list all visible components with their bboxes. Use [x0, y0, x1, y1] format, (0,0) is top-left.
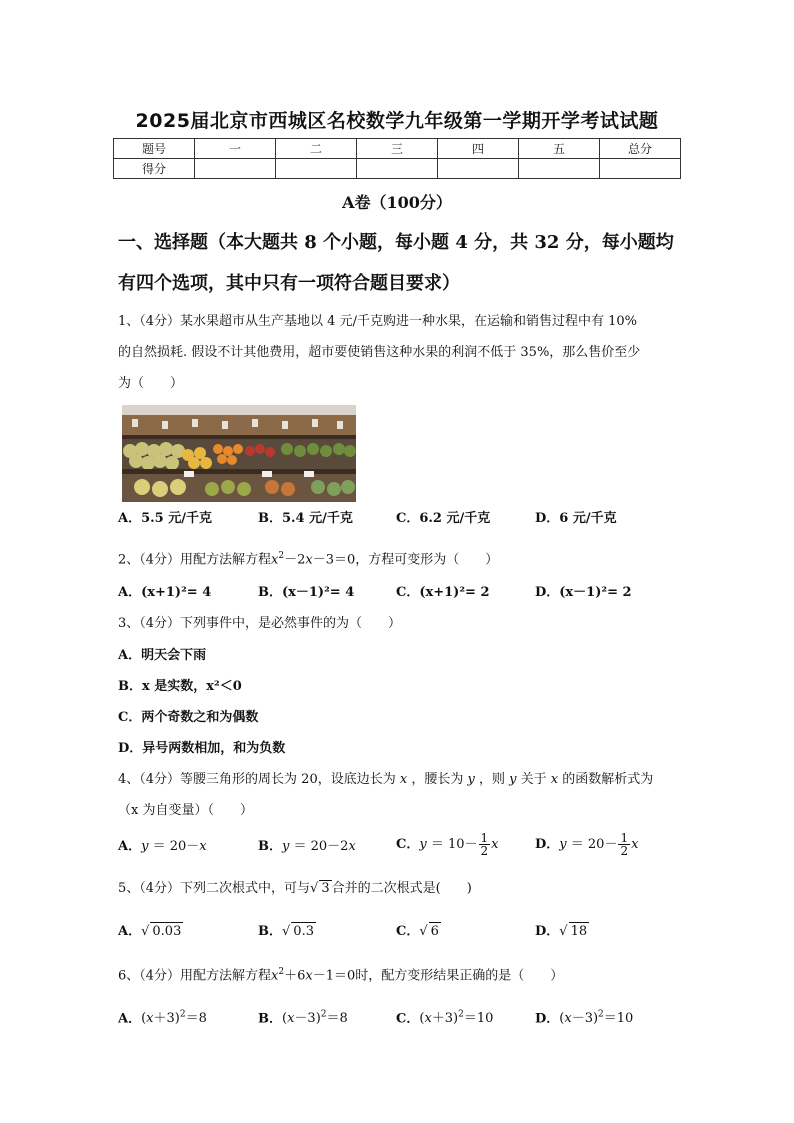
q4-option-d[interactable]: D．y ＝ 20－ $\frac{1}{2}$ x: [535, 831, 639, 858]
q2-stem-suffix: ，方程可变形为（ ）: [355, 552, 499, 568]
q2-stem-prefix: 2、（4分）用配方法解方程: [118, 552, 272, 568]
score-header-cell: 五: [519, 139, 600, 159]
score-header-cell: 总分: [600, 139, 681, 159]
q3-stem: 3、（4分）下列事件中，是必然事件的为（ ）: [118, 616, 402, 631]
q1-option-d[interactable]: D．6 元/千克: [535, 511, 617, 526]
q2-option-b[interactable]: B．(x－1)²= 4: [258, 585, 355, 600]
section1-heading-line1: 一、选择题（本大题共 8 个小题，每小题 4 分，共 32 分，每小题均: [118, 232, 674, 253]
q1-option-a[interactable]: A．5.5 元/千克: [118, 511, 212, 526]
q4-text-a: 4、（4分）等腰三角形的周长为 20，设底边长为: [118, 772, 396, 787]
q2-stem: 2、（4分）用配方法解方程$x^2-2x-3=0$，方程可变形为（ ）: [118, 551, 499, 568]
score-cell[interactable]: [438, 159, 519, 179]
score-cell[interactable]: [195, 159, 276, 179]
q5-option-b[interactable]: B．√ 0.3: [258, 924, 314, 939]
score-row-label: 得分: [114, 159, 195, 179]
q1-line1: 1、（4分）某水果超市从生产基地以 4 元/千克购进一种水果，在运输和销售过程中有 10%: [118, 314, 637, 329]
q1-line2: 的自然损耗. 假设不计其他费用，超市要使销售这种水果的利润不低于 35%，那么售价至少: [118, 345, 641, 360]
q3-option-d[interactable]: D．异号两数相加，和为负数: [118, 741, 286, 756]
q3-option-b[interactable]: B．x 是实数，x²＜0: [118, 679, 242, 694]
q6-option-c[interactable]: C．$(x+3)^2=10$: [396, 1010, 494, 1027]
q4-stem-line1: 4、（4分）等腰三角形的周长为 20，设底边长为 x ，腰长为 y ，则 y 关于 x 的函数解析式为: [118, 772, 654, 787]
score-cell[interactable]: [600, 159, 681, 179]
q2-option-a[interactable]: A．(x+1)²= 4: [118, 585, 212, 600]
q5-option-c[interactable]: C．√ 6: [396, 924, 439, 939]
q3-option-a[interactable]: A．明天会下雨: [118, 648, 207, 663]
q6-stem-prefix: 6、（4分）用配方法解方程: [118, 968, 272, 984]
fruit-shelf-image: [122, 405, 356, 502]
score-header-cell: 四: [438, 139, 519, 159]
q6-stem: 6、（4分）用配方法解方程$x^2+6x-1=0$时，配方变形结果正确的是（ ）: [118, 967, 564, 984]
q5-option-a[interactable]: A．√ 0.03: [118, 924, 182, 939]
q6-option-d[interactable]: D．$(x-3)^2=10$: [535, 1010, 634, 1027]
fruit-shelf-illustration: [122, 405, 356, 502]
score-cell[interactable]: [357, 159, 438, 179]
q4-text-d: 关于: [520, 772, 547, 787]
score-header-cell: 一: [195, 139, 276, 159]
q2-option-c[interactable]: C．(x+1)²= 2: [396, 585, 490, 600]
q6-option-a[interactable]: A．$(x+3)^2=8$: [118, 1010, 207, 1027]
q2-option-d[interactable]: D．(x－1)²= 2: [535, 585, 632, 600]
score-header-cell: 题号: [114, 139, 195, 159]
q5-stem: 5、（4分）下列二次根式中，可与√ 3 合并的二次根式是( ): [118, 881, 472, 896]
q4-option-c[interactable]: C．y ＝ 10－ $\frac{1}{2}$ x: [396, 831, 499, 858]
q4-text-e: 的函数解析式为: [562, 772, 654, 787]
section-a-heading: A卷（100分）: [342, 193, 452, 212]
q5-stem-suffix: 合并的二次根式是( ): [331, 881, 472, 896]
score-table: [113, 138, 681, 179]
score-header-cell: 二: [276, 139, 357, 159]
score-table-score-row: [114, 159, 681, 179]
score-cell[interactable]: [276, 159, 357, 179]
q5-stem-prefix: 5、（4分）下列二次根式中，可与: [118, 881, 311, 896]
q1-line3: 为（ ）: [118, 376, 184, 391]
score-table-header-row: [114, 139, 681, 159]
q4-stem-line2: （x 为自变量）（ ）: [118, 803, 253, 818]
q4-option-a[interactable]: A．y ＝ 20－x: [118, 839, 207, 854]
score-header-cell: 三: [357, 139, 438, 159]
q5-option-d[interactable]: D．√ 18: [535, 924, 588, 939]
q4-text-c: ，则: [478, 772, 505, 787]
q4-option-b[interactable]: B．y ＝ 20－2x: [258, 839, 356, 854]
section1-heading-line2: 有四个选项，其中只有一项符合题目要求）: [118, 273, 460, 294]
q4-text-b: ，腰长为: [411, 772, 464, 787]
score-cell[interactable]: [519, 159, 600, 179]
q3-option-c[interactable]: C．两个奇数之和为偶数: [118, 710, 259, 725]
q6-stem-suffix: 时，配方变形结果正确的是（ ）: [355, 968, 564, 984]
q6-option-b[interactable]: B．$(x-3)^2=8$: [258, 1010, 348, 1027]
q1-option-b[interactable]: B．5.4 元/千克: [258, 511, 353, 526]
q1-option-c[interactable]: C．6.2 元/千克: [396, 511, 491, 526]
exam-title: 2025届北京市西城区名校数学九年级第一学期开学考试试题: [135, 110, 659, 132]
q2-equation: x: [271, 552, 279, 568]
